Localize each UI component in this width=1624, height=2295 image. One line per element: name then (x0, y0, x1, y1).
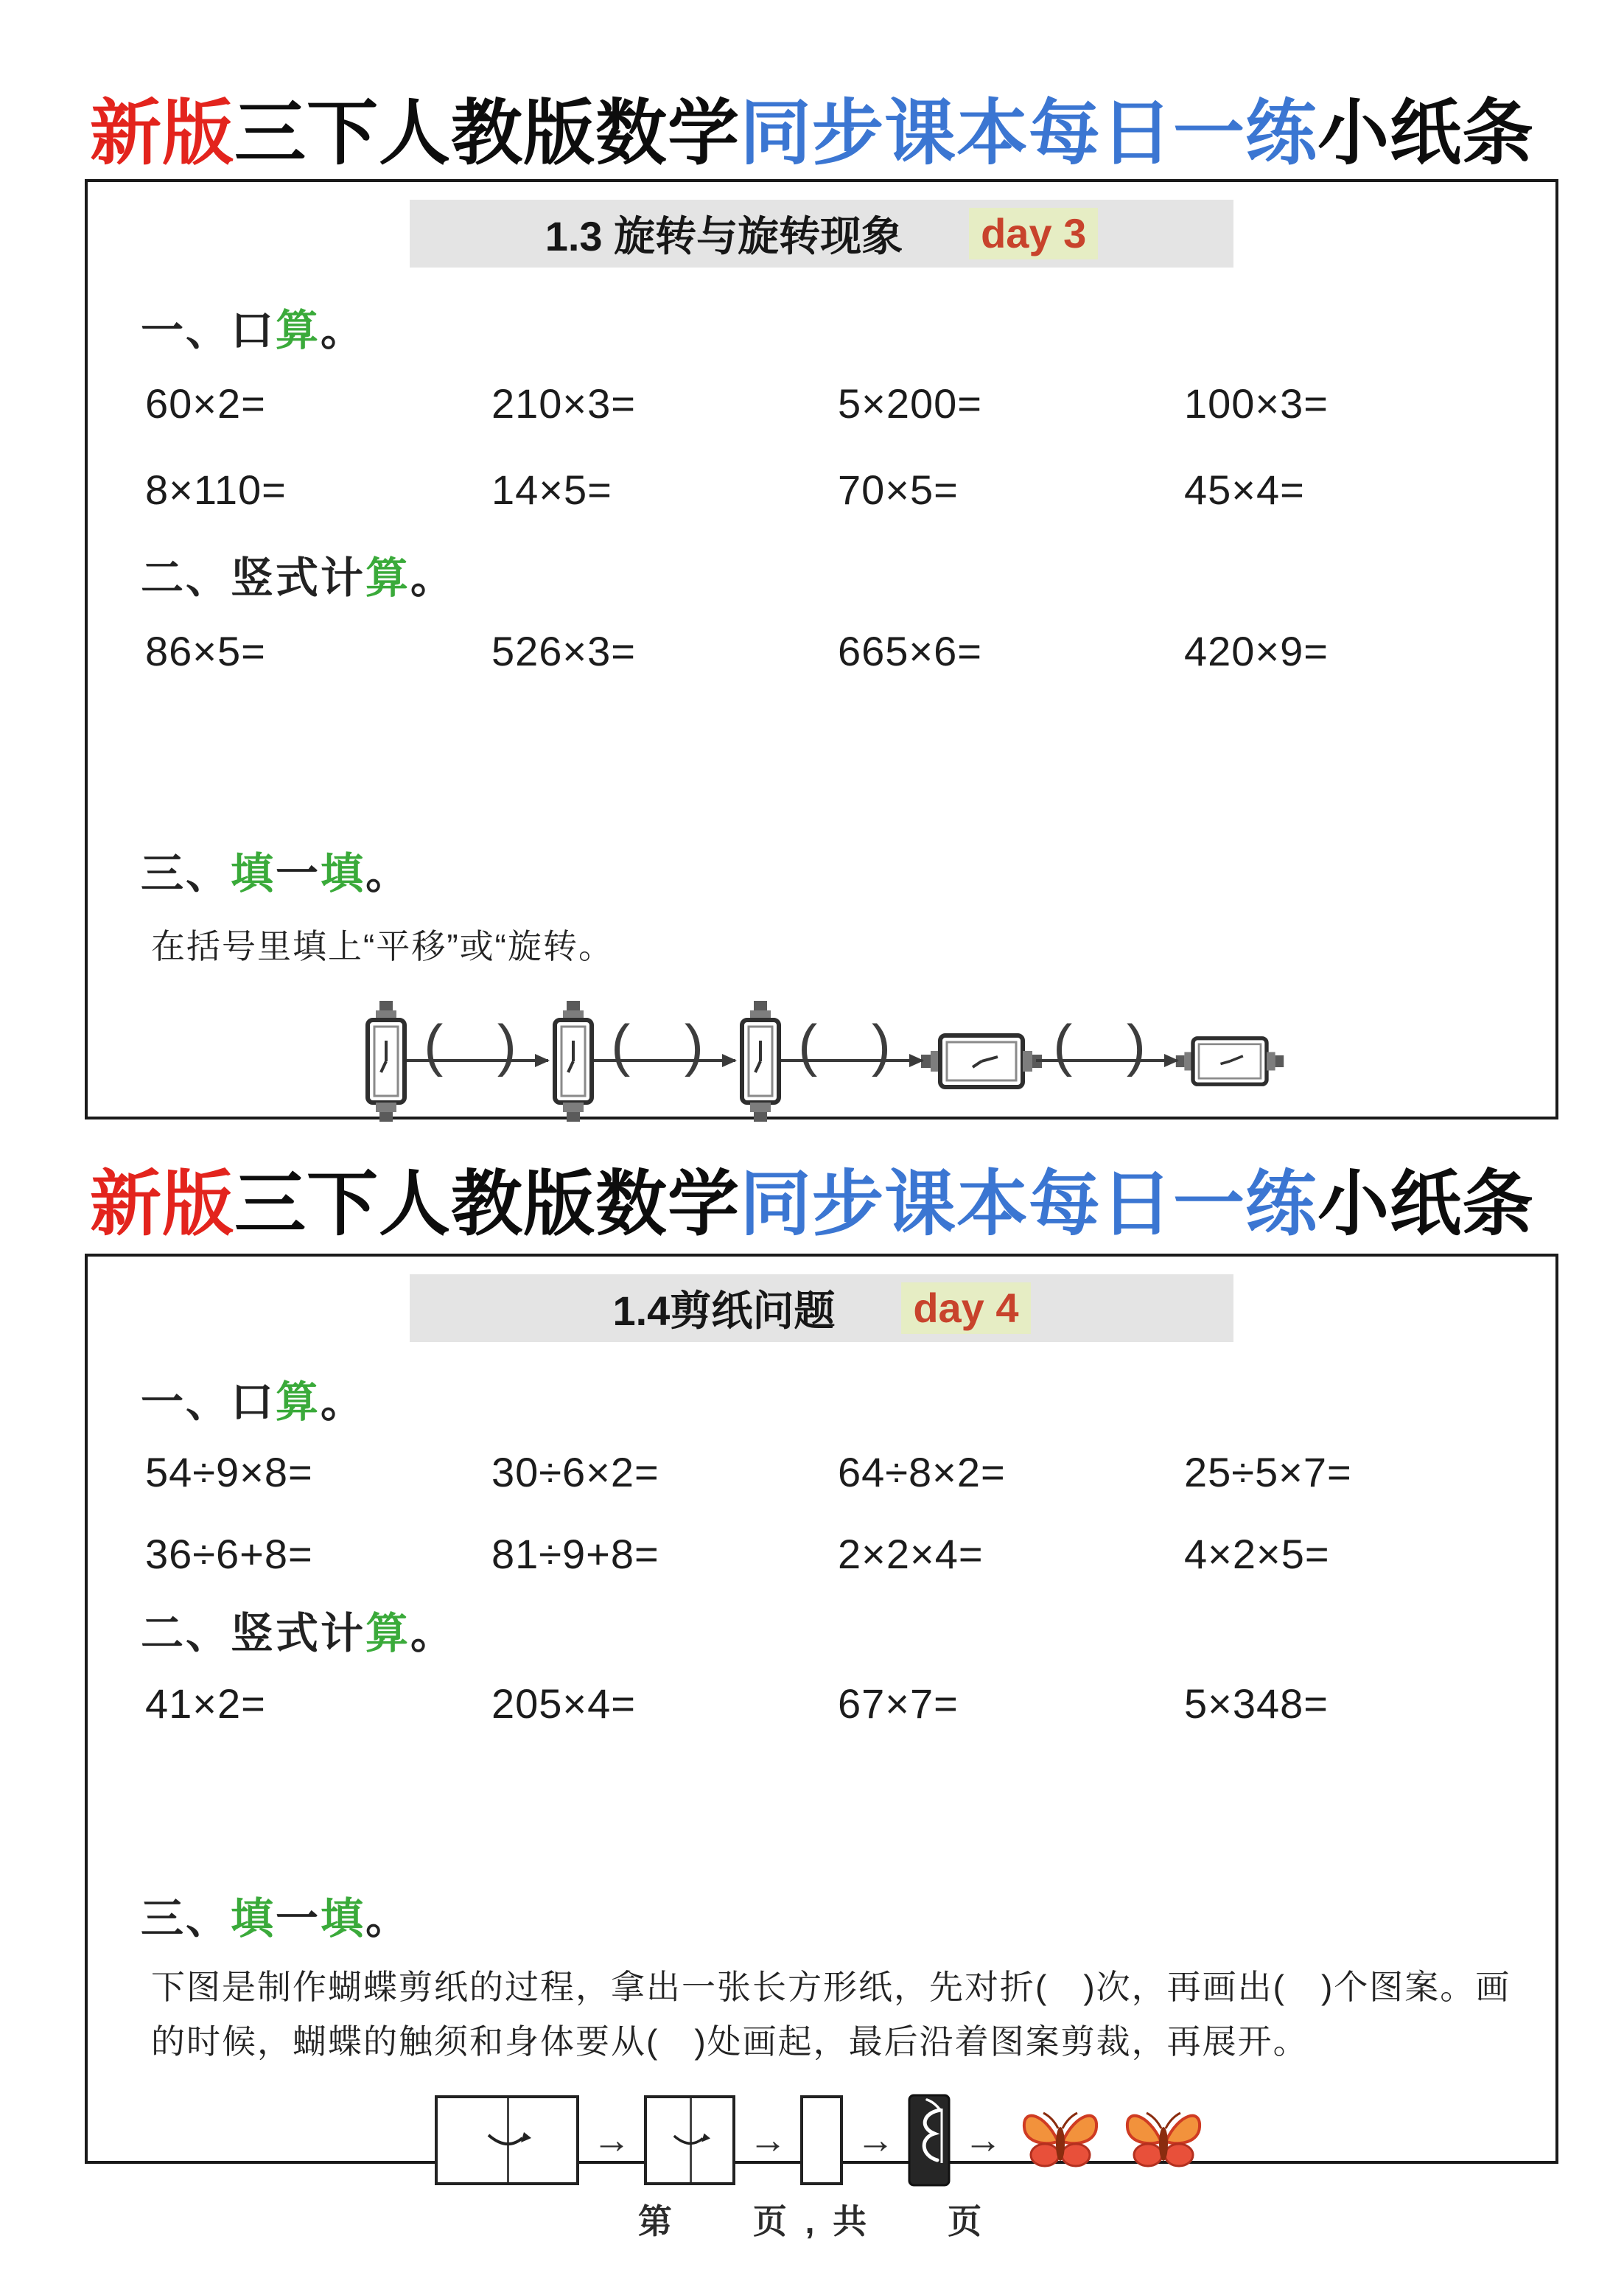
title-segment-sync: 同步课本每日一练 (740, 93, 1317, 173)
title-segment-new-edition: 新版 (90, 1163, 234, 1244)
right-arrow-icon (781, 1059, 923, 1062)
vertical-problem: 205×4= (491, 1680, 636, 1728)
oral-problem: 4×2×5= (1184, 1531, 1330, 1578)
sheet2-section-vertical-heading (88, 1599, 1555, 1660)
oral-problem: 14×5= (491, 466, 612, 513)
heading-punct: 。 (321, 306, 366, 354)
title-segment-new-edition: 新版 (90, 93, 234, 173)
paper-step3 (800, 2095, 843, 2185)
oral-problem: 100×3= (1184, 380, 1329, 427)
heading-punct: 。 (321, 1378, 366, 1427)
sheet1-brand-title (0, 0, 1624, 173)
vertical-problem: 665×6= (838, 627, 982, 674)
right-arrow-icon (594, 1059, 735, 1062)
oral-problem: 81÷9+8= (491, 1531, 659, 1578)
title-segment-grade: 三下人教版数学 (234, 93, 740, 173)
sheet1-section-fill-heading (88, 839, 1555, 901)
sheet2-lesson-title: 1.4剪纸问题 (612, 1288, 836, 1335)
sheet1-vertical-grid (88, 627, 1555, 675)
blank-parentheses: ( ) (798, 1013, 910, 1078)
heading-green-char: 算 (365, 553, 411, 602)
sheet2-day-badge: day 4 (901, 1282, 1030, 1334)
heading-green-char: 填 (321, 1895, 366, 1943)
oral-problem: 64÷8×2= (838, 1449, 1006, 1496)
fold-arrow-icon (483, 2129, 531, 2151)
right-arrow-icon: → (749, 2118, 787, 2162)
watch-horizontal-icon (920, 1026, 1043, 1097)
blank-parentheses: ( ) (1053, 1013, 1165, 1078)
fill-blank-gap (414, 1006, 545, 1117)
heading-text: 一、口 (141, 1378, 276, 1427)
vertical-problem: 5×348= (1184, 1680, 1329, 1728)
heading-green-char: 算 (276, 306, 321, 354)
sheet1-section-vertical-heading (88, 543, 1555, 605)
vertical-problem: 420×9= (1184, 627, 1329, 674)
right-arrow-icon: → (592, 2118, 631, 2162)
heading-punct: 。 (410, 553, 456, 602)
watch-horizontal-icon (1175, 1030, 1285, 1093)
sheet2-oral-grid (88, 1448, 1555, 1578)
blank-parentheses: ( ) (424, 1013, 536, 1078)
sheet2-lesson-bar (410, 1274, 1233, 1342)
half-butterfly-strip-icon (908, 2094, 951, 2187)
watch-vertical-icon (358, 999, 414, 1123)
heading-punct: 。 (365, 1895, 411, 1943)
sheet1-lesson-title: 1.3 旋转与旋转现象 (545, 212, 903, 259)
right-arrow-icon: → (964, 2118, 1002, 2162)
title-segment-note: 小纸条 (1317, 1163, 1534, 1244)
right-arrow-icon (407, 1059, 548, 1062)
oral-problem: 5×200= (838, 380, 982, 427)
sheet1-oral-grid (88, 380, 1555, 514)
oral-problem: 45×4= (1184, 466, 1305, 513)
vertical-problem: 526×3= (491, 627, 636, 674)
heading-text: 一、口 (141, 306, 276, 354)
sheet1-lesson-bar (410, 200, 1233, 268)
heading-text: 二、竖式计 (141, 1610, 366, 1658)
title-segment-note: 小纸条 (1317, 93, 1534, 173)
page-number-footer: 第 页 , 共 页 (637, 2202, 987, 2241)
sheet1-section-oral-heading (88, 296, 1555, 357)
right-arrow-icon: → (856, 2118, 895, 2162)
sheet2-fill-question: 下图是制作蝴蝶剪纸的过程，拿出一张长方形纸，先对折( )次，再画出( )个图案。画的时候，蝴蝶的触须和身体要从( )处画起，最后沿着图案剪裁，再展开。 (151, 1968, 1511, 2061)
oral-problem: 60×2= (145, 380, 266, 427)
butterfly-icon (1119, 2103, 1208, 2177)
heading-text: 一 (276, 1895, 321, 1943)
fill-blank-gap (601, 1006, 732, 1117)
sheet1-watch-diagram (88, 993, 1555, 1130)
paper-step1 (435, 2095, 579, 2185)
sheet2-brand-title (0, 1119, 1624, 1251)
oral-problem: 2×2×4= (838, 1531, 984, 1578)
oral-problem: 54÷9×8= (145, 1449, 313, 1496)
heading-green-char: 填 (231, 849, 276, 898)
watch-vertical-icon (732, 999, 788, 1123)
right-arrow-icon (1036, 1059, 1177, 1062)
vertical-problem: 86×5= (145, 627, 266, 674)
oral-problem: 8×110= (145, 466, 287, 513)
heading-punct: 。 (365, 849, 411, 898)
sheet2-vertical-grid (88, 1680, 1555, 1728)
heading-green-char: 填 (321, 849, 366, 898)
heading-green-char: 填 (231, 1895, 276, 1943)
oral-problem: 30÷6×2= (491, 1449, 659, 1496)
fill-blank-gap (788, 1006, 920, 1117)
sheet1-box (85, 179, 1558, 1119)
oral-problem: 210×3= (491, 380, 636, 427)
sheet2-section-fill-heading (88, 1884, 1555, 1946)
title-segment-grade: 三下人教版数学 (234, 1163, 740, 1244)
sheet1-fill-instruction: 在括号里填上“平移”或“旋转。 (151, 926, 614, 965)
vertical-problem: 41×2= (145, 1680, 266, 1728)
heading-text: 三、 (141, 1895, 231, 1943)
oral-problem: 70×5= (838, 466, 959, 513)
oral-problem: 25÷5×7= (1184, 1449, 1352, 1496)
fill-blank-gap (1043, 1006, 1175, 1117)
heading-text: 一 (276, 849, 321, 898)
blank-parentheses: ( ) (611, 1013, 723, 1078)
title-segment-sync: 同步课本每日一练 (740, 1163, 1317, 1244)
sheet1-day-badge: day 3 (969, 208, 1098, 259)
watch-vertical-icon (545, 999, 601, 1123)
heading-green-char: 算 (276, 1378, 321, 1427)
heading-text: 二、竖式计 (141, 553, 366, 602)
sheet2-section-oral-heading (88, 1367, 1555, 1429)
sheet2-box (85, 1254, 1558, 2164)
oral-problem: 36÷6+8= (145, 1531, 313, 1578)
heading-punct: 。 (410, 1610, 456, 1658)
heading-text: 三、 (141, 849, 231, 898)
vertical-problem: 67×7= (838, 1680, 959, 1728)
heading-green-char: 算 (365, 1610, 411, 1658)
fold-arrow-icon (669, 2130, 710, 2151)
butterfly-icon (1015, 2103, 1105, 2177)
paper-step2 (644, 2095, 735, 2185)
sheet2-fold-diagram (88, 2089, 1555, 2192)
